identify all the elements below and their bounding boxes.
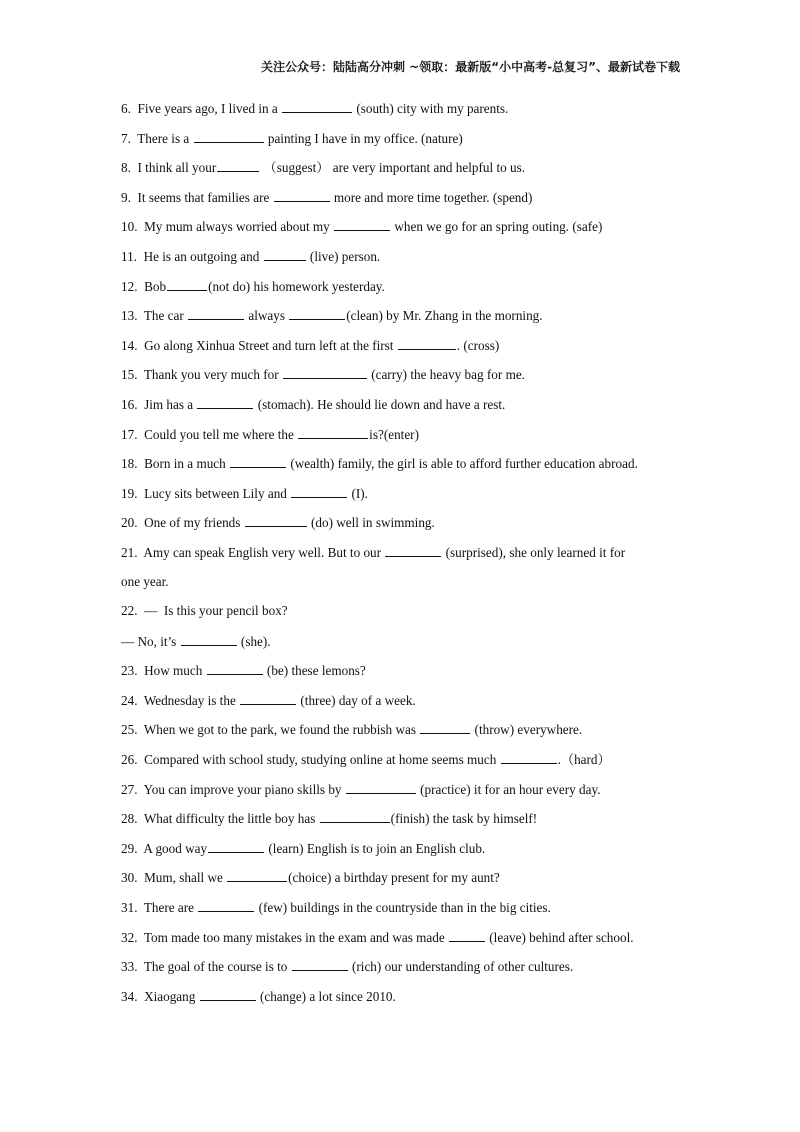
- item-text: 29. A good way: [121, 840, 208, 856]
- exercise-item: [121, 512, 701, 542]
- answer-blank[interactable]: [194, 128, 264, 143]
- answer-blank[interactable]: [274, 187, 330, 202]
- answer-blank[interactable]: [167, 276, 207, 291]
- exercise-item: [121, 246, 701, 276]
- item-text: (few) buildings in the countryside than in the big cities.: [255, 900, 551, 916]
- item-text: (wealth) family, the girl is able to afford further education abroad.: [287, 456, 638, 472]
- exercise-item: [121, 187, 701, 217]
- exercise-item: [121, 631, 701, 661]
- answer-blank[interactable]: [245, 512, 307, 527]
- item-text: 17. Could you tell me where the: [121, 426, 298, 442]
- answer-blank[interactable]: [227, 867, 287, 882]
- item-text: 24. Wednesday is the: [121, 692, 240, 708]
- item-text: 13. The car: [121, 308, 188, 324]
- item-text: (not do) his homework yesterday.: [208, 278, 385, 294]
- exercise-item: [121, 216, 701, 246]
- answer-blank[interactable]: [282, 98, 352, 113]
- item-text: 21. Amy can speak English very well. But to our: [121, 544, 385, 560]
- item-text: when we go for an spring outing. (safe): [391, 219, 603, 235]
- answer-blank[interactable]: [291, 483, 347, 498]
- item-text: 27. You can improve your piano skills by: [121, 781, 345, 797]
- answer-blank[interactable]: [200, 986, 256, 1001]
- item-text: 31. There are: [121, 900, 198, 916]
- exercise-item: [121, 394, 701, 424]
- exercise-item: [121, 305, 701, 335]
- item-text: 12. Bob: [121, 278, 167, 294]
- item-text: one year.: [121, 573, 169, 589]
- item-text: (throw) everywhere.: [471, 722, 583, 738]
- item-text: 14. Go along Xinhua Street and turn left at the first: [121, 337, 397, 353]
- item-text: is?(enter): [369, 426, 419, 442]
- answer-blank[interactable]: [334, 216, 390, 231]
- item-text: 20. One of my friends: [121, 515, 244, 531]
- item-text: 7. There is a: [121, 130, 193, 146]
- exercise-item: [121, 779, 701, 809]
- item-text: 10. My mum always worried about my: [121, 219, 334, 235]
- item-text: — No, it’s: [121, 633, 180, 649]
- exercise-item: [121, 986, 701, 1016]
- item-text: (carry) the heavy bag for me.: [367, 367, 525, 383]
- answer-blank[interactable]: [188, 305, 244, 320]
- item-text: 32. Tom made too many mistakes in the exam and was made: [121, 929, 448, 945]
- item-text: 28. What difficulty the little boy has: [121, 811, 319, 827]
- item-text: 22. — Is this your pencil box?: [121, 603, 288, 619]
- answer-blank[interactable]: [198, 897, 254, 912]
- answer-blank[interactable]: [240, 690, 296, 705]
- item-text: 30. Mum, shall we: [121, 870, 227, 886]
- exercise-item: [121, 335, 701, 365]
- item-text: 16. Jim has a: [121, 396, 197, 412]
- answer-blank[interactable]: [398, 335, 456, 350]
- exercise-item: [121, 157, 701, 187]
- item-text: (three) day of a week.: [297, 692, 416, 708]
- item-text: （suggest） are very important and helpful to us.: [260, 160, 526, 176]
- item-text: 26. Compared with school study, studying online at home seems much: [121, 752, 500, 768]
- item-text: 23. How much: [121, 663, 206, 679]
- exercise-item: [121, 542, 701, 572]
- item-text: 25. When we got to the park, we found the rubbish was: [121, 722, 420, 738]
- exercise-item-continuation: [121, 572, 701, 602]
- item-text: 6. Five years ago, I lived in a: [121, 101, 282, 116]
- item-text: (choice) a birthday present for my aunt?: [288, 870, 500, 886]
- item-text: . (cross): [456, 337, 500, 353]
- answer-blank[interactable]: [292, 956, 348, 971]
- exercise-item: [121, 897, 701, 927]
- item-text: (leave) behind after school.: [485, 929, 634, 945]
- item-text: 11. He is an outgoing and: [121, 248, 263, 264]
- item-text: (practice) it for an hour every day.: [416, 781, 601, 797]
- answer-blank[interactable]: [501, 749, 557, 764]
- item-text: 15. Thank you very much for: [121, 367, 282, 383]
- exercise-item: [121, 98, 701, 128]
- item-text: 34. Xiaogang: [121, 988, 199, 1004]
- item-text: painting I have in my office. (nature): [264, 130, 463, 146]
- answer-blank[interactable]: [283, 364, 367, 379]
- exercise-item: [121, 719, 701, 749]
- item-text: 19. Lucy sits between Lily and: [121, 485, 291, 501]
- exercise-item: [121, 956, 701, 986]
- exercise-item: [121, 927, 701, 957]
- item-text: .（hard）: [557, 752, 611, 768]
- answer-blank[interactable]: [289, 305, 345, 320]
- item-text: (change) a lot since 2010.: [256, 988, 396, 1004]
- item-text: always: [245, 308, 289, 324]
- item-text: (do) well in swimming.: [307, 515, 435, 531]
- answer-blank[interactable]: [197, 394, 253, 409]
- item-text: 33. The goal of the course is to: [121, 959, 291, 975]
- exercise-item: [121, 749, 701, 779]
- item-text: (be) these lemons?: [263, 663, 366, 679]
- item-text: 9. It seems that families are: [121, 189, 273, 205]
- item-text: (south) city with my parents.: [353, 101, 509, 116]
- answer-blank[interactable]: [230, 453, 286, 468]
- exercise-item: [121, 453, 701, 483]
- item-text: (learn) English is to join an English club.: [265, 840, 486, 856]
- exercise-item: [121, 483, 701, 513]
- exercise-item: [121, 601, 701, 631]
- item-text: 8. I think all your: [121, 160, 217, 176]
- exercise-item: [121, 867, 701, 897]
- answer-blank[interactable]: [217, 157, 259, 172]
- exercise-item: [121, 128, 701, 158]
- item-text: (surprised), she only learned it for: [442, 544, 626, 560]
- exercise-item: [121, 660, 701, 690]
- item-text: (she).: [237, 633, 271, 649]
- item-text: (finish) the task by himself!: [390, 811, 538, 827]
- item-text: 18. Born in a much: [121, 456, 230, 472]
- answer-blank[interactable]: [385, 542, 441, 557]
- answer-blank[interactable]: [208, 838, 264, 853]
- answer-blank[interactable]: [264, 246, 306, 261]
- answer-blank[interactable]: [320, 808, 390, 823]
- page-header: 关注公众号：陆陆高分冲刺 ~领取：最新版“小中高考-总复习”、最新试卷下载: [261, 60, 680, 74]
- exercise-item: [121, 364, 701, 394]
- exercise-item: [121, 276, 701, 306]
- exercise-item: [121, 808, 701, 838]
- answer-blank[interactable]: [181, 631, 237, 646]
- item-text: (live) person.: [306, 248, 381, 264]
- answer-blank[interactable]: [449, 927, 485, 942]
- item-text: (I).: [348, 485, 368, 501]
- item-text: (rich) our understanding of other cultures.: [348, 959, 574, 975]
- answer-blank[interactable]: [420, 719, 470, 734]
- answer-blank[interactable]: [298, 424, 368, 439]
- answer-blank[interactable]: [346, 779, 416, 794]
- item-text: (stomach). He should lie down and have a rest.: [254, 396, 506, 412]
- exercise-item: [121, 424, 701, 454]
- item-text: (clean) by Mr. Zhang in the morning.: [346, 308, 543, 324]
- exercise-list: [121, 98, 701, 1015]
- answer-blank[interactable]: [207, 660, 263, 675]
- item-text: more and more time together. (spend): [330, 189, 533, 205]
- exercise-item: [121, 690, 701, 720]
- exercise-item: [121, 838, 701, 868]
